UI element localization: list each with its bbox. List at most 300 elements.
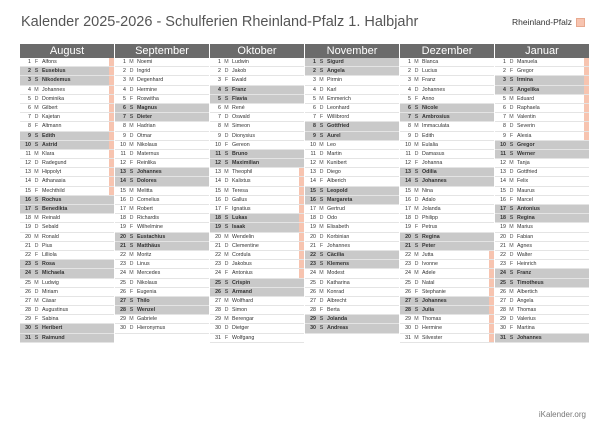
- day-row: [305, 288, 399, 297]
- weekday-letter: S: [414, 233, 419, 240]
- day-name: Nina: [422, 187, 433, 194]
- day-number: 1: [218, 59, 221, 65]
- weekday-letter: D: [224, 68, 229, 75]
- weekday-letter: S: [414, 104, 419, 111]
- day-name: Agnes: [517, 242, 533, 249]
- day-name: Johannes: [422, 86, 445, 93]
- day-name: Angela: [327, 68, 345, 75]
- day-number: 23: [120, 261, 126, 268]
- day-row: [115, 260, 209, 269]
- weekday-letter: F: [224, 141, 229, 148]
- day-name: Timotheus: [517, 279, 544, 286]
- weekday-letter: S: [129, 297, 134, 304]
- weekday-letter: F: [509, 325, 514, 332]
- day-number: 16: [500, 196, 506, 203]
- weekday-letter: M: [129, 270, 134, 277]
- weekday-letter: M: [319, 141, 324, 148]
- day-row: [400, 122, 494, 131]
- day-row: [495, 214, 589, 223]
- day-number: 20: [500, 233, 506, 240]
- weekday-letter: D: [224, 325, 229, 332]
- weekday-letter: M: [224, 104, 229, 111]
- day-number: 11: [120, 150, 126, 157]
- day-number: 19: [120, 224, 126, 231]
- weekday-letter: S: [34, 325, 39, 332]
- day-number: 2: [218, 68, 221, 75]
- day-name: Konrad: [327, 288, 345, 295]
- day-name: Fabian: [517, 233, 534, 240]
- weekday-letter: M: [319, 160, 324, 167]
- day-number: 27: [25, 297, 31, 304]
- day-name: Cäcilia: [327, 251, 345, 258]
- day-name: Margareta: [327, 196, 353, 203]
- weekday-letter: F: [414, 160, 419, 167]
- day-name: Korbinian: [327, 233, 350, 240]
- day-number: 13: [120, 169, 126, 176]
- day-name: Miriam: [42, 288, 58, 295]
- weekday-letter: M: [319, 288, 324, 295]
- day-row: [400, 324, 494, 333]
- day-row: [495, 251, 589, 260]
- day-row: [305, 223, 399, 232]
- day-number: 28: [25, 307, 31, 314]
- day-name: Klemens: [327, 261, 350, 268]
- weekday-letter: D: [414, 86, 419, 93]
- weekday-letter: F: [34, 59, 39, 65]
- day-number: 16: [310, 196, 316, 203]
- day-name: Radegund: [42, 160, 67, 167]
- day-name: Franz: [422, 77, 436, 84]
- weekday-letter: S: [34, 206, 39, 212]
- day-row: [305, 76, 399, 85]
- day-row: [20, 242, 114, 251]
- day-name: Adele: [422, 270, 436, 277]
- day-row: [115, 324, 209, 333]
- day-name: Kajetan: [42, 114, 60, 121]
- day-name: Raphaela: [517, 104, 540, 111]
- weekday-letter: D: [414, 325, 419, 332]
- day-row: [115, 150, 209, 159]
- weekday-letter: D: [319, 150, 324, 157]
- day-number: 6: [123, 104, 126, 111]
- day-row: [115, 251, 209, 260]
- weekday-letter: M: [414, 187, 419, 194]
- day-number: 12: [120, 160, 126, 167]
- day-number: 10: [405, 141, 411, 148]
- weekday-letter: D: [34, 160, 39, 167]
- day-name: Franz: [232, 86, 247, 93]
- day-name: Leopold: [327, 187, 348, 194]
- day-row: [400, 196, 494, 205]
- month-column: [305, 44, 399, 343]
- day-row: [20, 306, 114, 315]
- day-row: [495, 168, 589, 177]
- weekday-letter: F: [129, 224, 134, 231]
- day-number: 27: [215, 297, 221, 304]
- day-row: [305, 196, 399, 205]
- day-name: Maurus: [517, 187, 535, 194]
- day-row: [20, 122, 114, 131]
- day-row: [495, 58, 589, 67]
- day-row: [495, 334, 589, 343]
- day-row: [305, 214, 399, 223]
- day-name: Silvester: [422, 334, 443, 341]
- day-row: [495, 67, 589, 76]
- day-number: 7: [123, 114, 126, 121]
- weekday-letter: M: [34, 169, 39, 176]
- weekday-letter: D: [129, 150, 134, 157]
- day-number: 20: [310, 233, 316, 240]
- day-number: 18: [500, 215, 506, 222]
- day-row: [20, 315, 114, 324]
- weekday-letter: S: [414, 297, 419, 304]
- day-number: 22: [215, 251, 221, 258]
- day-name: Nikolaus: [137, 279, 158, 286]
- day-name: Thomas: [517, 307, 537, 314]
- day-name: Richardis: [137, 215, 160, 222]
- day-number: 9: [28, 132, 31, 139]
- weekday-letter: S: [319, 132, 324, 139]
- day-name: Berta: [327, 307, 340, 314]
- day-row: [20, 297, 114, 306]
- day-number: 17: [310, 206, 316, 212]
- day-name: Martina: [517, 325, 535, 332]
- weekday-letter: D: [224, 196, 229, 203]
- day-number: 15: [500, 187, 506, 194]
- day-row: [400, 297, 494, 306]
- day-row: [495, 113, 589, 122]
- day-name: Odilia: [422, 169, 437, 176]
- day-name: Crispin: [232, 279, 251, 286]
- day-number: 4: [218, 86, 221, 93]
- day-name: Immaculata: [422, 123, 450, 130]
- weekday-letter: D: [129, 132, 134, 139]
- day-number: 8: [28, 123, 31, 130]
- weekday-letter: D: [34, 242, 39, 249]
- day-number: 4: [503, 86, 506, 93]
- day-row: [400, 205, 494, 214]
- day-name: Walter: [517, 251, 533, 258]
- day-number: 3: [218, 77, 221, 84]
- day-row: [115, 187, 209, 196]
- day-row: [20, 223, 114, 232]
- day-name: Moritz: [137, 251, 152, 258]
- day-number: 19: [405, 224, 411, 231]
- day-name: Gregor: [517, 141, 535, 148]
- day-name: Lucius: [422, 68, 438, 75]
- day-row: [210, 187, 304, 196]
- weekday-letter: S: [319, 251, 324, 258]
- weekday-letter: D: [129, 215, 134, 222]
- day-row: [400, 187, 494, 196]
- day-name: Gabriele: [137, 316, 158, 323]
- day-number: 31: [405, 334, 411, 341]
- day-row: [305, 132, 399, 141]
- weekday-letter: F: [509, 196, 514, 203]
- day-row: [20, 260, 114, 269]
- day-row: [495, 223, 589, 232]
- day-name: Jakobus: [232, 261, 252, 268]
- day-row: [20, 269, 114, 278]
- day-number: 16: [25, 196, 31, 203]
- weekday-letter: S: [34, 261, 39, 268]
- day-number: 8: [503, 123, 506, 130]
- day-row: [305, 67, 399, 76]
- weekday-letter: D: [319, 86, 324, 93]
- day-name: Gilbert: [42, 104, 58, 111]
- day-number: 15: [405, 187, 411, 194]
- day-name: Wenzel: [137, 307, 156, 314]
- day-name: Sigurd: [327, 59, 344, 65]
- day-number: 31: [25, 334, 31, 341]
- day-number: 8: [408, 123, 411, 130]
- day-name: Eulalia: [422, 141, 438, 148]
- day-number: 25: [405, 279, 411, 286]
- day-row: [495, 315, 589, 324]
- day-number: 24: [215, 270, 221, 277]
- weekday-letter: M: [34, 215, 39, 222]
- day-name: Maximilian: [232, 160, 260, 167]
- day-name: Kunibert: [327, 160, 347, 167]
- day-number: 19: [500, 224, 506, 231]
- month-column: [400, 44, 494, 343]
- day-name: Philipp: [422, 215, 438, 222]
- day-row: [400, 334, 494, 343]
- day-number: 7: [313, 114, 316, 121]
- weekday-letter: F: [34, 316, 39, 323]
- weekday-letter: M: [414, 77, 419, 84]
- weekday-letter: M: [224, 316, 229, 323]
- weekday-letter: D: [414, 150, 419, 157]
- day-row: [400, 67, 494, 76]
- weekday-letter: M: [509, 307, 514, 314]
- month-header: Dezember: [400, 44, 494, 58]
- day-number: 5: [503, 95, 506, 102]
- day-row: [210, 76, 304, 85]
- day-row: [210, 132, 304, 141]
- day-name: Jakob: [232, 68, 247, 75]
- day-row: [400, 288, 494, 297]
- weekday-letter: F: [34, 251, 39, 258]
- weekday-letter: D: [129, 196, 134, 203]
- day-number: 15: [310, 187, 316, 194]
- weekday-letter: D: [224, 261, 229, 268]
- day-name: Heribert: [42, 325, 63, 332]
- weekday-letter: D: [509, 104, 514, 111]
- weekday-letter: M: [34, 150, 39, 157]
- day-name: Werner: [517, 150, 536, 157]
- weekday-letter: D: [509, 123, 514, 130]
- weekday-letter: D: [509, 187, 514, 194]
- day-number: 4: [313, 86, 316, 93]
- day-number: 20: [215, 233, 221, 240]
- day-row: [305, 159, 399, 168]
- day-number: 9: [123, 132, 126, 139]
- day-number: 11: [500, 150, 506, 157]
- day-number: 20: [25, 233, 31, 240]
- day-row: [20, 177, 114, 186]
- day-name: Rochus: [42, 196, 62, 203]
- day-name: Damasus: [422, 150, 445, 157]
- day-number: 2: [503, 68, 506, 75]
- day-name: Modest: [327, 270, 345, 277]
- day-name: Cäsar: [42, 297, 57, 304]
- watermark: iKalender.org: [538, 410, 586, 419]
- weekday-letter: F: [414, 95, 419, 102]
- weekday-letter: F: [414, 224, 419, 231]
- weekday-letter: D: [129, 325, 134, 332]
- day-row: [20, 67, 114, 76]
- weekday-letter: M: [129, 77, 134, 84]
- day-number: 4: [408, 86, 411, 93]
- day-number: 5: [408, 95, 411, 102]
- day-name: Edith: [42, 132, 56, 139]
- day-row: [305, 233, 399, 242]
- day-row: [210, 113, 304, 122]
- weekday-letter: S: [224, 215, 229, 222]
- weekday-letter: D: [319, 215, 324, 222]
- calendar-grid: [20, 44, 590, 343]
- day-name: Reinald: [42, 215, 60, 222]
- day-row: [400, 113, 494, 122]
- day-row: [210, 233, 304, 242]
- weekday-letter: D: [509, 169, 514, 176]
- day-number: 31: [500, 334, 506, 341]
- weekday-letter: S: [34, 270, 39, 277]
- day-number: 23: [405, 261, 411, 268]
- weekday-letter: S: [224, 279, 229, 286]
- day-row: [210, 141, 304, 150]
- day-row: [210, 196, 304, 205]
- weekday-letter: D: [414, 261, 419, 268]
- day-name: Nikodemus: [42, 77, 71, 84]
- weekday-letter: S: [414, 169, 419, 176]
- day-number: 9: [503, 132, 506, 139]
- day-name: Jutta: [422, 251, 434, 258]
- weekday-letter: S: [129, 114, 134, 121]
- weekday-letter: D: [224, 132, 229, 139]
- day-row: [400, 104, 494, 113]
- day-name: Johannes: [42, 86, 65, 93]
- day-name: Hieronymus: [137, 325, 166, 332]
- day-row: [115, 306, 209, 315]
- day-number: 28: [215, 307, 221, 314]
- day-name: Gereon: [232, 141, 250, 148]
- day-row: [115, 168, 209, 177]
- day-row: [400, 315, 494, 324]
- day-number: 19: [25, 224, 31, 231]
- weekday-letter: M: [414, 141, 419, 148]
- weekday-letter: M: [319, 77, 324, 84]
- day-number: 5: [313, 95, 316, 102]
- day-number: 24: [310, 270, 316, 277]
- day-number: 17: [25, 206, 31, 212]
- day-number: 3: [28, 77, 31, 84]
- day-name: Klara: [42, 150, 55, 157]
- day-number: 12: [310, 160, 316, 167]
- day-row: [495, 279, 589, 288]
- day-name: Angela: [517, 297, 534, 304]
- day-number: 22: [500, 251, 506, 258]
- day-number: 28: [120, 307, 126, 314]
- weekday-letter: D: [509, 251, 514, 258]
- weekday-letter: M: [129, 316, 134, 323]
- weekday-letter: M: [129, 123, 134, 130]
- weekday-letter: M: [129, 206, 134, 212]
- day-name: Rosa: [42, 261, 55, 268]
- day-number: 21: [25, 242, 31, 249]
- day-name: Ambrosius: [422, 114, 450, 121]
- day-row: [210, 58, 304, 67]
- day-row: [115, 113, 209, 122]
- day-name: Matthäus: [137, 242, 161, 249]
- day-number: 22: [25, 251, 31, 258]
- day-row: [20, 132, 114, 141]
- day-row: [210, 223, 304, 232]
- day-number: 30: [215, 325, 221, 332]
- day-row: [495, 205, 589, 214]
- day-row: [115, 104, 209, 113]
- day-number: 29: [120, 316, 126, 323]
- day-row: [20, 76, 114, 85]
- day-number: 13: [310, 169, 316, 176]
- day-row: [115, 86, 209, 95]
- day-name: Albertich: [517, 288, 538, 295]
- day-row: [20, 104, 114, 113]
- day-row: [115, 288, 209, 297]
- day-number: 10: [25, 141, 31, 148]
- weekday-letter: M: [319, 224, 324, 231]
- day-name: Blanca: [422, 59, 439, 65]
- weekday-letter: F: [509, 68, 514, 75]
- day-row: [210, 168, 304, 177]
- day-row: [20, 288, 114, 297]
- day-number: 16: [215, 196, 221, 203]
- day-row: [305, 269, 399, 278]
- month-header: November: [305, 44, 399, 58]
- day-row: [495, 187, 589, 196]
- day-row: [20, 196, 114, 205]
- day-number: 24: [500, 270, 506, 277]
- day-name: René: [232, 104, 245, 111]
- weekday-letter: D: [129, 279, 134, 286]
- weekday-letter: M: [224, 169, 229, 176]
- day-number: 8: [313, 123, 316, 130]
- day-name: Pirmin: [327, 77, 343, 84]
- day-row: [495, 306, 589, 315]
- day-row: [495, 104, 589, 113]
- day-row: [115, 233, 209, 242]
- day-row: [210, 279, 304, 288]
- day-name: Isaak: [232, 224, 246, 231]
- weekday-letter: M: [224, 187, 229, 194]
- day-row: [305, 104, 399, 113]
- day-number: 27: [120, 297, 126, 304]
- day-number: 8: [123, 123, 126, 130]
- day-row: [305, 315, 399, 324]
- day-number: 4: [123, 86, 126, 93]
- day-row: [210, 315, 304, 324]
- weekday-letter: D: [129, 68, 134, 75]
- day-row: [400, 233, 494, 242]
- day-name: Natal: [422, 279, 435, 286]
- day-row: [400, 86, 494, 95]
- day-number: 18: [405, 215, 411, 222]
- weekday-letter: S: [414, 178, 419, 185]
- day-number: 20: [405, 233, 411, 240]
- day-row: [305, 95, 399, 104]
- day-number: 14: [120, 178, 126, 185]
